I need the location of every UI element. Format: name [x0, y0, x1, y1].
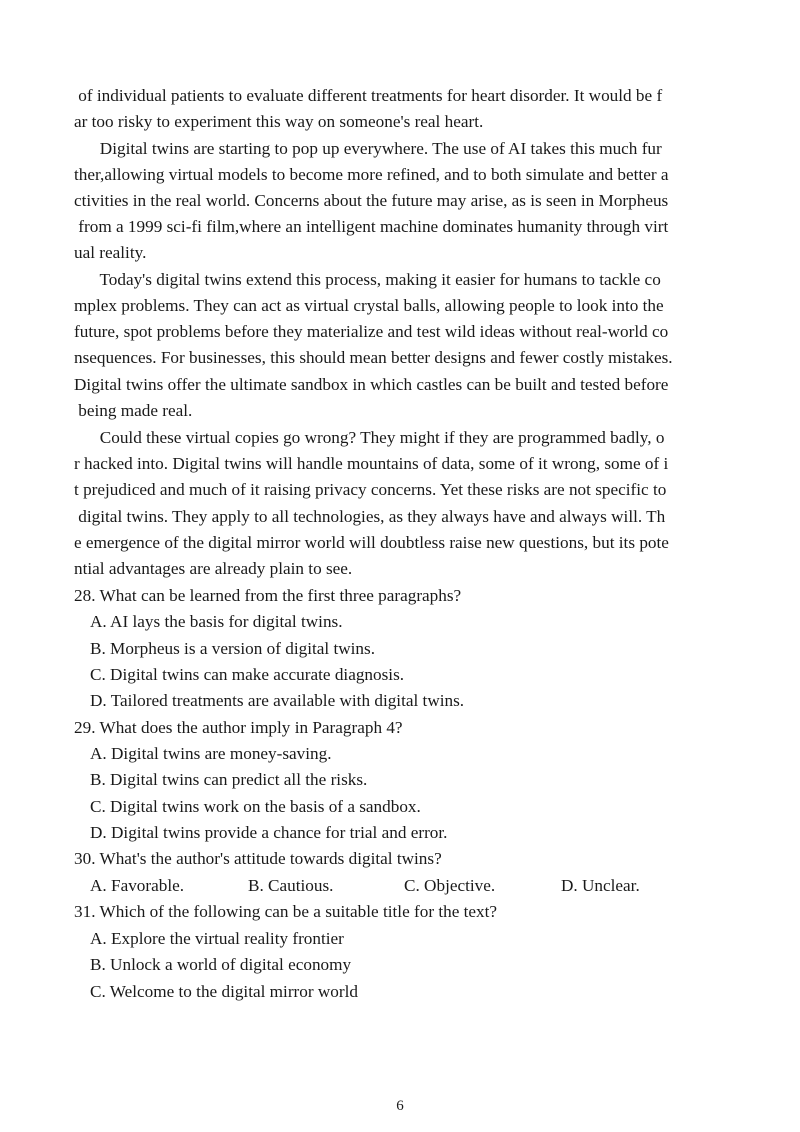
passage-line: e emergence of the digital mirror world will doubtless raise new questions, but its pote — [74, 533, 669, 552]
passage-line: future, spot problems before they materialize and test wild ideas without real-world co — [74, 322, 669, 341]
passage-line: digital twins. They apply to all technologies, as they always have and always will. Th — [74, 507, 666, 526]
passage-line: Could these virtual copies go wrong? They might if they are programmed badly, o — [74, 428, 665, 447]
passage-line: being made real. — [74, 401, 193, 420]
passage-line: r hacked into. Digital twins will handle mountains of data, some of it wrong, some of i — [74, 454, 669, 473]
passage-line: ctivities in the real world. Concerns about the future may arise, as is seen in Morpheus — [74, 191, 669, 210]
passage-line: of individual patients to evaluate different treatments for heart disorder. It would be f — [74, 86, 663, 105]
question-30-option-c: C. Objective. — [404, 876, 496, 895]
question-28-option-a: A. AI lays the basis for digital twins. — [90, 612, 343, 631]
passage-line: nsequences. For businesses, this should mean better designs and fewer costly mistakes. — [74, 348, 673, 367]
passage-line: Digital twins are starting to pop up everywhere. The use of AI takes this much fur — [74, 139, 662, 158]
question-31-option-c: C. Welcome to the digital mirror world — [90, 982, 358, 1001]
passage-line: Today's digital twins extend this process, making it easier for humans to tackle co — [74, 270, 661, 289]
question-31-stem: 31. Which of the following can be a suitable title for the text? — [74, 902, 498, 921]
question-28-option-b: B. Morpheus is a version of digital twins. — [90, 639, 376, 658]
question-30-stem: 30. What's the author's attitude towards digital twins? — [74, 849, 442, 868]
passage-line: from a 1999 sci-fi film,where an intelligent machine dominates humanity through virt — [74, 217, 669, 236]
question-29-option-a: A. Digital twins are money-saving. — [90, 744, 332, 763]
question-28-option-d: D. Tailored treatments are available with digital twins. — [90, 691, 465, 710]
question-29-option-c: C. Digital twins work on the basis of a sandbox. — [90, 797, 421, 816]
question-30-option-a: A. Favorable. — [90, 876, 185, 895]
question-28-stem: 28. What can be learned from the first three paragraphs? — [74, 586, 462, 605]
passage-line: ntial advantages are already plain to see. — [74, 559, 353, 578]
page-number: 6 — [396, 1098, 404, 1114]
question-30-option-d: D. Unclear. — [561, 876, 640, 895]
question-29-option-d: D. Digital twins provide a chance for trial and error. — [90, 823, 448, 842]
question-30-option-b: B. Cautious. — [248, 876, 334, 895]
passage-line: t prejudiced and much of it raising privacy concerns. Yet these risks are not specific to — [74, 480, 667, 499]
passage-line: ther,allowing virtual models to become more refined, and to both simulate and better a — [74, 165, 669, 184]
passage-line: mplex problems. They can act as virtual crystal balls, allowing people to look into the — [74, 296, 664, 315]
question-31-option-a: A. Explore the virtual reality frontier — [90, 929, 344, 948]
passage-line: ual reality. — [74, 243, 147, 262]
question-29-stem: 29. What does the author imply in Paragraph 4? — [74, 718, 403, 737]
question-28-option-c: C. Digital twins can make accurate diagnosis. — [90, 665, 405, 684]
passage-line: ar too risky to experiment this way on someone's real heart. — [74, 112, 484, 131]
question-31-option-b: B. Unlock a world of digital economy — [90, 955, 352, 974]
question-29-option-b: B. Digital twins can predict all the risks. — [90, 770, 368, 789]
passage-line: Digital twins offer the ultimate sandbox in which castles can be built and tested before — [74, 375, 669, 394]
